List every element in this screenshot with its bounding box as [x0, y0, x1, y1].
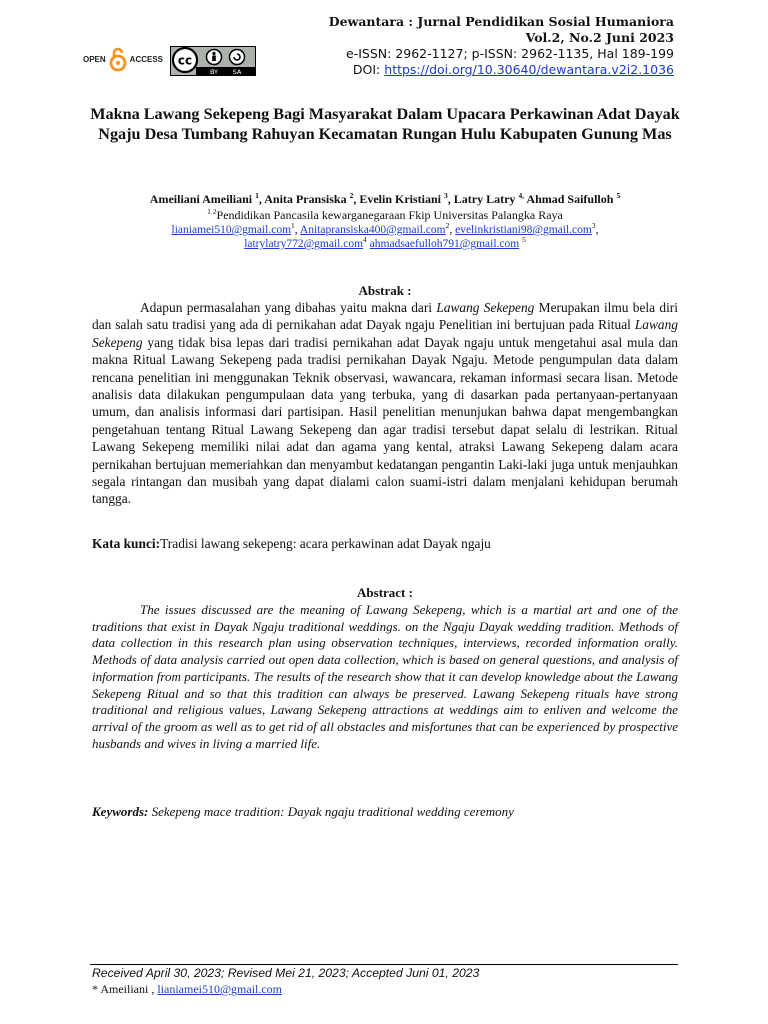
- cc-by-sa-license-icon: [170, 46, 256, 76]
- abstrak-text: Adapun permasalahan yang dibahas yaitu makna dari: [140, 300, 437, 315]
- author-name: Ameiliani Ameiliani: [149, 192, 253, 206]
- author-sup: 4,: [518, 191, 525, 200]
- corr-email-link[interactable]: lianiamei510@gmail.com: [157, 982, 283, 996]
- corr-prefix: * Ameiliani ,: [92, 982, 158, 996]
- footer-divider: [90, 964, 678, 965]
- open-label: OPEN: [83, 54, 106, 64]
- abstrak-text: yang tidak bisa lepas dari tradisi pernikahan adat Dayak ngaju untuk mengetahui asal mula dan makna Ritual Lawang Sekepeng pada tradisi pernikahan Dayak Ngaju. Metode pengumpulan data dalam rencana penelitian ini menggunakan Teknik observasi, wawancara, rekaman informasi secara lisan. Metode analisis data dilakukan pengumpulaan data yang terbuka, yang di dasarkan pada pertanyaan-pertanyaan umum, dan analisis informasi dari partisipan. Hasil penelitian menunjukan bahwa dapat mengembangkan pengetahuan tentang Ritual Lawang Sekepeng dan agar tradisi tersebut dapat selalu di lestrikan. Ritual Lawang Sekepeng memiliki nilai adat dan agama yang kental, atraksi Lawang Sekepeng dalam acara pernikahan bertujuan memeriahkan dan menyambut kedatangan pengantin Laki-laki juga untuk menjauhkan segala rintangan dan musibah yang dapat dialami calon suami-istri dalam menjalani kehidupan berumah tangga.: [92, 334, 678, 507]
- paper-title: Makna Lawang Sekepeng Bagi Masyarakat Dalam Upacara Perkawinan Adat Dayak Ngaju Desa Tumbang Rahuyan Kecamatan Rungan Hulu Kabupaten Gunung Mas: [90, 105, 680, 143]
- cc-text: cc: [177, 53, 193, 68]
- journal-doi: [254, 62, 674, 78]
- email-link[interactable]: latrylatry772@gmail.com: [244, 238, 364, 250]
- received-dates: Received April 30, 2023; Revised Mei 21, 2023; Accepted Juni 01, 2023: [92, 966, 480, 980]
- affiliation-text: Pendidikan Pancasila kewarganegaraan Fkip Universitas Palangka Raya: [216, 208, 563, 222]
- journal-name: Dewantara : Jurnal Pendidikan Sosial Humaniora: [328, 14, 674, 29]
- author-name: Ahmad Saifulloh: [526, 192, 614, 206]
- abstract-text: The issues discussed are the meaning of Lawang Sekepeng, which is a martial art and one of the traditions that exist in Dayak Ngaju traditional weddings. on the Ngaju Dayak wedding tradition. Methods of data collection in this research plan using observation techniques, interviews, recorded information orally. Methods of data analysis carried out open data collection, which is based on general questions, and analysis of information from participants. The results of the research show that it can develop knowledge about the Lawang Sekepeng Ritual and so that this tradition can always be preserved. Lawang Sekepeng rituals have strong traditional and religious values, Lawang Sekepeng attractions at weddings aim to enliven and welcome the arrival of the groom as well as to get rid of all obstacles and misfortunes that can be experienced by prospective husbands and wives in living a married life.: [92, 602, 678, 751]
- author-name: Evelin Kristiani: [359, 192, 442, 206]
- kata-kunci: [92, 536, 491, 552]
- doi-label: DOI:: [352, 62, 381, 77]
- abstrak-body: [92, 299, 678, 508]
- author-sup: 1: [255, 191, 259, 200]
- author-list: Ameiliani Ameiliani $^1$, Anita Pransiska $^2$, Evelin Kristiani $^3$, Latry Latry $^{4,}$ Ahmad Saifulloh $^5$: [149, 191, 621, 206]
- doi-link[interactable]: https://doi.org/10.30640/dewantara.v2i2.1036: [384, 62, 674, 77]
- sa-text: SA: [232, 68, 242, 76]
- author-sup: 2: [349, 191, 354, 200]
- author-sup: 5: [616, 191, 621, 200]
- email-link[interactable]: ahmadsaefulloh791@gmail.com: [369, 238, 520, 250]
- email-link[interactable]: evelinkristiani98@gmail.com: [455, 224, 592, 236]
- author-name: Latry Latry: [453, 192, 516, 206]
- email-sup: 4: [363, 235, 367, 245]
- journal-header: [254, 14, 674, 78]
- abstrak-italic: Lawang Sekepeng: [436, 300, 535, 315]
- email-sup: 1: [291, 221, 295, 231]
- affiliation-sup: 1 2: [207, 207, 217, 216]
- abstrak-heading: Abstrak :: [358, 283, 412, 298]
- by-text: BY: [209, 68, 219, 76]
- kata-kunci-text: Tradisi lawang sekepeng: acara perkawinan adat Dayak ngaju: [160, 536, 491, 551]
- journal-issn: e-ISSN: 2962-1127; p-ISSN: 2962-1135, Hal 189-199: [346, 46, 674, 61]
- abstract-heading: Abstract :: [357, 585, 413, 600]
- journal-volume: Vol.2, No.2 Juni 2023: [525, 30, 674, 45]
- keywords-text: Sekepeng mace tradition: Dayak ngaju traditional wedding ceremony: [148, 804, 514, 819]
- abstrak-italic: Lawang Sekepeng: [92, 317, 678, 350]
- abstract-body: [92, 602, 678, 752]
- email-link[interactable]: lianiamei510@gmail.com: [171, 224, 292, 236]
- abstrak-text: Merupakan ilmu bela diri dan salah satu tradisi yang ada di pernikahan adat Dayak ngaju Penelitian ini bertujuan pada Ritual: [92, 300, 678, 333]
- author-sup: 3: [444, 191, 448, 200]
- keywords-label: Keywords:: [92, 804, 149, 819]
- author-name: Anita Pransiska: [264, 192, 347, 206]
- email-link[interactable]: Anitapransiska400@gmail.com: [299, 224, 446, 236]
- author-emails: lianiamei510@gmail.com$^1$, Anitapransiska400@gmail.com$^2$, evelinkristiani98@gmail.com$^3$, latrylatry772@gmail.com$^4$ ahmadsaefulloh791@gmail.com $^5$: [171, 221, 599, 250]
- corresponding-author: [92, 982, 282, 997]
- open-access-badge: [83, 46, 163, 72]
- email-sup: 3: [591, 221, 596, 231]
- email-sup: 2: [445, 221, 450, 231]
- email-sup: 5: [522, 235, 526, 245]
- keywords: [92, 804, 514, 820]
- kata-kunci-label: Kata kunci:: [92, 536, 161, 551]
- open-access-lock-icon: [109, 46, 127, 72]
- access-label: ACCESS: [129, 54, 164, 64]
